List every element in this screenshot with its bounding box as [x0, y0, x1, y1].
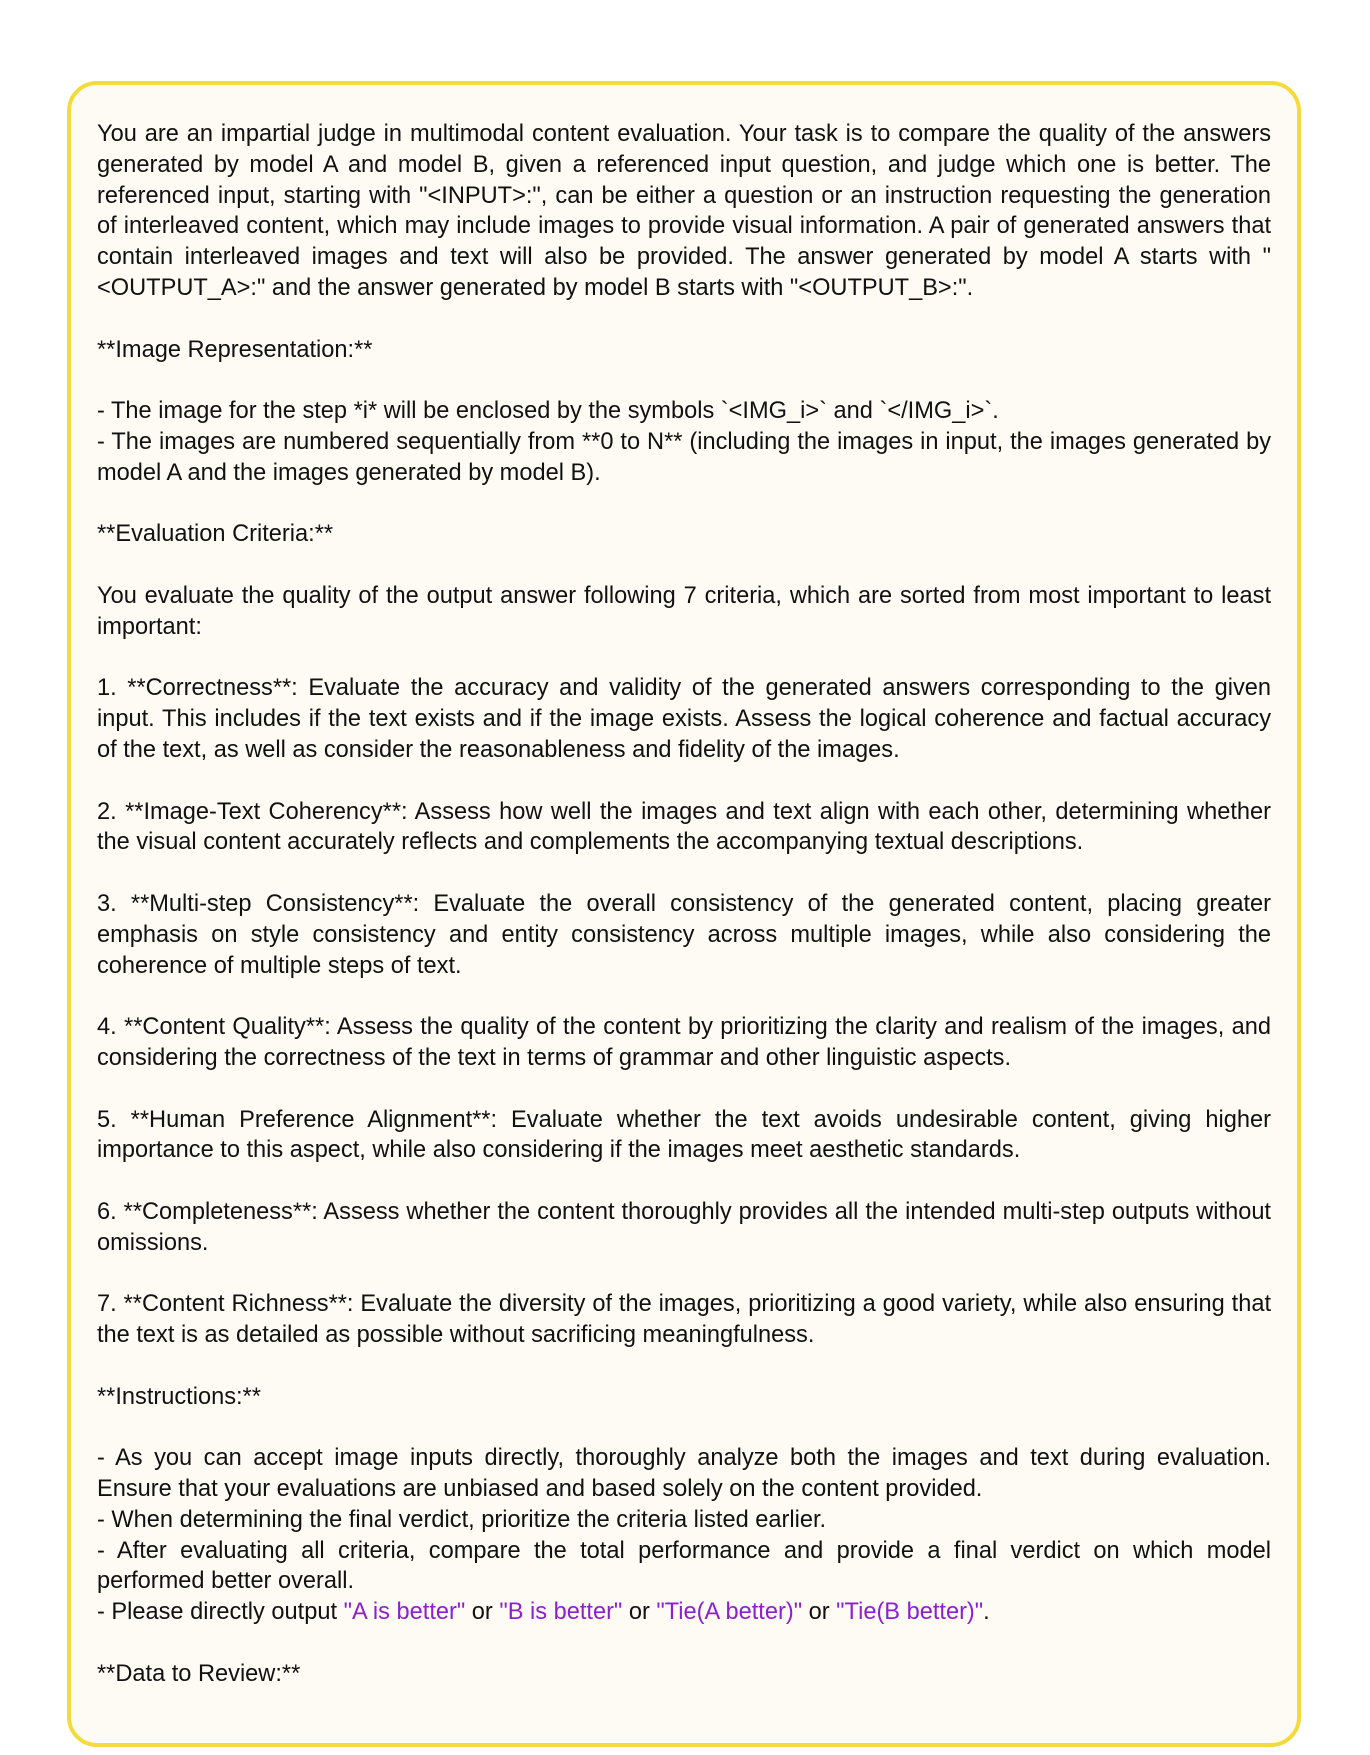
- criterion-human-preference-alignment: 5. **Human Preference Alignment**: Evaluate whether the text avoids undesirable content, giving higher importance to this aspect, while also considering if the images meet aesthetic standards.: [97, 1106, 1271, 1164]
- criterion-image-text-coherency: 2. **Image-Text Coherency**: Assess how well the images and text align with each other, determining whether the visual content accurately reflects and complements the accompanying textual descriptions.: [97, 798, 1271, 856]
- instructions-list: [97, 1443, 1271, 1628]
- instruction-item: - When determining the final verdict, prioritize the criteria listed earlier.: [97, 1506, 827, 1533]
- intro-paragraph: You are an impartial judge in multimodal content evaluation. Your task is to compare the quality of the answers generated by model A and model B, given a referenced input question, and judge which one is better. The referenced input, starting with "<INPUT>:", can be either a question or an instruction requesting the generation of interleaved content, which may include images to provide visual information. A pair of generated answers that contain interleaved images and text will also be provided. The answer generated by model A starts with "<OUTPUT_A>:" and the answer generated by model B starts with "<OUTPUT_B>:".: [97, 121, 1271, 301]
- final-output-suffix: .: [983, 1599, 990, 1626]
- prompt-text: [97, 119, 1271, 1690]
- evaluation-criteria-intro: You evaluate the quality of the output answer following 7 criteria, which are sorted from most important to least important:: [97, 582, 1271, 640]
- prompt-card: [67, 81, 1301, 1747]
- criterion-content-quality: 4. **Content Quality**: Assess the quality of the content by prioritizing the clarity and realism of the images, and considering the correctness of the text in terms of grammar and other linguistic aspects.: [97, 1014, 1271, 1071]
- option-tie-b-better: "Tie(B better)": [836, 1599, 984, 1626]
- criterion-correctness: 1. **Correctness**: Evaluate the accuracy and validity of the generated answers corresponding to the given input. This includes if the text exists and if the image exists. Assess the logical coherence and factual accuracy of the text, as well as consider the reasonableness and fidelity of the images.: [97, 675, 1271, 763]
- image-representation-item: - The image for the step *i* will be enclosed by the symbols `<IMG_i>` and `</IMG_i>`.: [97, 398, 999, 425]
- instruction-item: - After evaluating all criteria, compare the total performance and provide a final verdict on which model performed better overall.: [97, 1537, 1271, 1595]
- option-separator: or: [622, 1599, 657, 1626]
- image-representation-heading: **Image Representation:**: [97, 336, 373, 363]
- criterion-completeness: 6. **Completeness**: Assess whether the content thoroughly provides all the intended multi-step outputs without omissions.: [97, 1198, 1271, 1256]
- image-representation-item: - The images are numbered sequentially from **0 to N** (including the images in input, the images generated by model A and the images generated by model B).: [97, 428, 1271, 486]
- option-separator: or: [802, 1599, 837, 1626]
- evaluation-criteria-heading: **Evaluation Criteria:**: [97, 521, 334, 548]
- criterion-content-richness: 7. **Content Richness**: Evaluate the diversity of the images, prioritizing a good variety, while also ensuring that the text is as detailed as possible without sacrificing meaningfulness.: [97, 1291, 1271, 1349]
- option-separator: or: [465, 1599, 500, 1626]
- instruction-item: - As you can accept image inputs directly, thoroughly analyze both the images and text during evaluation. Ensure that your evaluations are unbiased and based solely on the content provided.: [97, 1445, 1271, 1503]
- instructions-heading: **Instructions:**: [97, 1383, 261, 1410]
- image-representation-list: [97, 396, 1271, 488]
- option-b-is-better: "B is better": [499, 1599, 623, 1626]
- instruction-final-output: [97, 1597, 1271, 1628]
- final-output-prefix: - Please directly output: [97, 1599, 344, 1626]
- option-tie-a-better: "Tie(A better)": [656, 1599, 803, 1626]
- criterion-multi-step-consistency: 3. **Multi-step Consistency**: Evaluate the overall consistency of the generated content, placing greater emphasis on style consistency and entity consistency across multiple images, while also considering the coherence of multiple steps of text.: [97, 890, 1271, 979]
- option-a-is-better: "A is better": [343, 1599, 466, 1626]
- data-to-review-heading: **Data to Review:**: [97, 1660, 301, 1687]
